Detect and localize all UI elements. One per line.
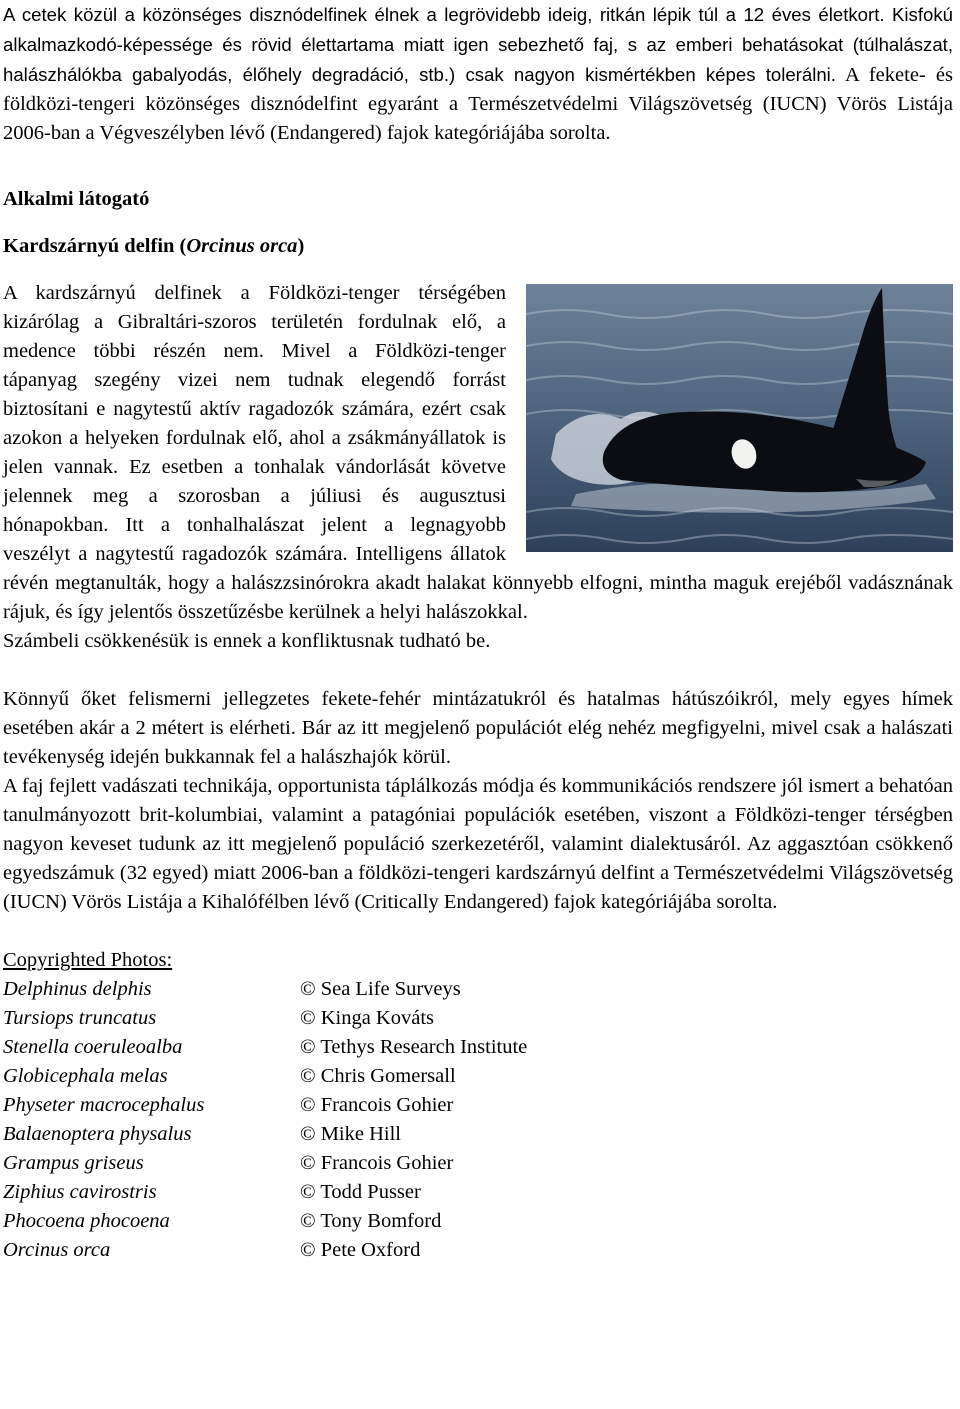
- intro-serif-text: A fekete- és földközi-tengeri közönséges disznódelfint egyaránt a Természetvédelmi Világszövetség (IUCN) Vörös Listája 2006-ban a Végveszélyben lévő (Endangered) fajok kategóriájába sorolta.: [3, 64, 953, 144]
- credit-row: [3, 1207, 953, 1236]
- species-heading: [3, 232, 953, 261]
- credit-species: Tursiops truncatus: [3, 1007, 157, 1029]
- orca-section: [3, 279, 953, 917]
- credit-photographer: © Francois Gohier: [300, 1094, 454, 1116]
- credit-row: [3, 1149, 953, 1178]
- credit-species: Globicephala melas: [3, 1065, 168, 1087]
- orca-paragraph-1-last: Számbeli csökkenésük is ennek a konfliktusnak tudható be.: [3, 630, 491, 652]
- credit-row: [3, 1120, 953, 1149]
- credit-photographer: © Kinga Kováts: [300, 1007, 435, 1029]
- orca-paragraph-1: A kardszárnyú delfinek a Földközi-tenger térségében kizárólag a Gibraltári-szoros területén fordulnak elő, a medence többi részén nem. Mivel a Földközi-tenger tápanyag szegény vizei nem tudnak elegendő forrást biztosítani e nagytestű aktív ragadozók számára, ezért csak azokon a helyeken fordulnak elő, ahol a zsákmányállatok is jelen vannak. Ez esetben a tonhalak vándorlását követve jelennek meg a szorosban a júliusi és augusztusi hónapokban. Itt a tonhalhalászat jelent a legnagyobb veszélyt a nagytestű ragadozók számára. Intelligens állatok révén megtanulták, hogy a halászzsinórokra akadt halakat könnyebb elfogni, mintha maguk erejéből vadásznának rájuk, és így jelentős összetűzésbe kerülnek a helyi halászokkal.: [3, 282, 953, 623]
- credit-species: Orcinus orca: [3, 1239, 111, 1261]
- credit-row: [3, 1236, 953, 1265]
- credit-photographer: © Chris Gomersall: [300, 1065, 456, 1087]
- credit-row: [3, 1091, 953, 1120]
- credit-photographer: © Mike Hill: [300, 1123, 401, 1145]
- credit-species: Ziphius cavirostris: [3, 1181, 157, 1203]
- species-heading-close: ): [297, 235, 305, 257]
- intro-sans-text: A cetek közül a közönséges disznódelfinek élnek a legrövidebb ideig, ritkán lépik túl a 12 éves életkort. Kisfokú alkalmazkodó-képessége és rövid élettartama miatt igen sebezhető faj, s az emberi behatásokat (túlhalászat, halászhálókba gabalyodás, élőhely degradáció, stb.) csak nagyon kismértékben képes tolerálni.: [3, 4, 953, 85]
- intro-paragraph: [3, 0, 953, 148]
- credit-species: Balaenoptera physalus: [3, 1123, 192, 1145]
- credit-row: [3, 1004, 953, 1033]
- credit-species: Stenella coeruleoalba: [3, 1036, 183, 1058]
- credit-species: Delphinus delphis: [3, 978, 152, 1000]
- credit-row: [3, 975, 953, 1004]
- credit-photographer: © Pete Oxford: [300, 1239, 421, 1261]
- species-heading-common: Kardszárnyú delfin (: [3, 235, 187, 257]
- section-heading-visitor: Alkalmi látogató: [3, 188, 150, 210]
- document-page: [3, 0, 953, 1265]
- credit-photographer: © Tethys Research Institute: [300, 1036, 528, 1058]
- credit-photographer: © Francois Gohier: [300, 1152, 454, 1174]
- credit-photographer: © Todd Pusser: [300, 1181, 421, 1203]
- orca-photo-image: [526, 284, 953, 552]
- credits-title: Copyrighted Photos:: [3, 949, 173, 971]
- credit-species: Physeter macrocephalus: [3, 1094, 205, 1116]
- orca-paragraph-3: A faj fejlett vadászati technikája, opportunista táplálkozás módja és kommunikációs rendszere jól ismert a behatóan tanulmányozott brit-kolumbiai, valamint a patagóniai populációk esetében, viszont a Földközi-tenger térségben nagyon keveset tudunk az itt megjelenő populáció szerkezetéről, valamint dialektusáról. Az aggasztóan csökkenő egyedszámuk (32 egyed) miatt 2006-ban a földközi-tengeri kardszárnyú delfint a Természetvédelmi Világszövetség (IUCN) Vörös Listája a Kihalófélben lévő (Critically Endangered) fajok kategóriájába sorolta.: [3, 775, 953, 913]
- species-heading-latin: Orcinus orca: [186, 235, 298, 257]
- credit-photographer: © Sea Life Surveys: [300, 978, 461, 1000]
- credit-photographer: © Tony Bomford: [300, 1210, 442, 1232]
- credits-list: [3, 975, 953, 1265]
- credit-species: Phocoena phocoena: [3, 1210, 170, 1232]
- orca-paragraph-2: Könnyű őket felismerni jellegzetes fekete-fehér mintázatukról és hatalmas hátúszóikról, mely egyes hímek esetében akár a 2 métert is elérheti. Bár az itt megjelenő populációt elég nehéz megfigyelni, mivel csak a halászati tevékenység idején bukkannak fel a halászhajók körül.: [3, 688, 953, 768]
- credit-species: Grampus griseus: [3, 1152, 144, 1174]
- credit-row: [3, 1033, 953, 1062]
- credit-row: [3, 1062, 953, 1091]
- credit-row: [3, 1178, 953, 1207]
- orca-photo: [526, 284, 953, 552]
